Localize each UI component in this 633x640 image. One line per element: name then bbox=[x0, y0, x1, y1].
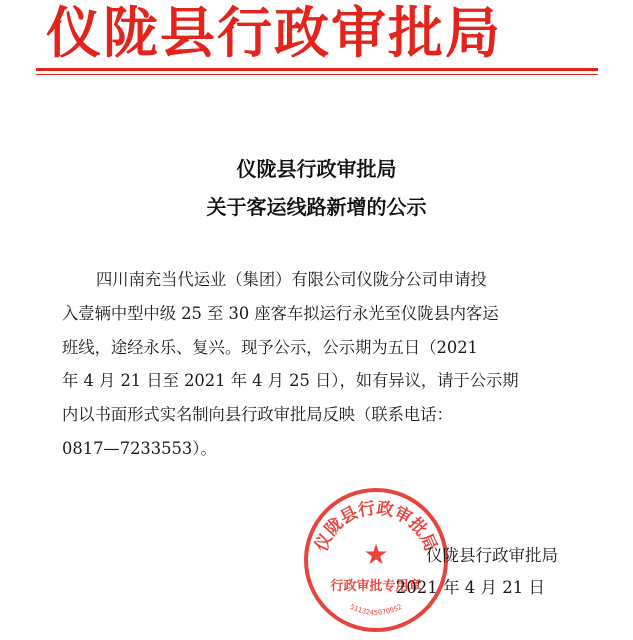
document-title-line2: 关于客运线路新增的公示 bbox=[206, 195, 427, 219]
seal-serial bbox=[349, 603, 404, 617]
body-line-2: 入壹辆中型中级 25 至 30 座客车拟运行永光至仪陇县内客运 bbox=[62, 304, 499, 323]
signature-org: 仪陇县行政审批局 bbox=[426, 546, 558, 565]
letterhead bbox=[0, 0, 633, 80]
document-title-line1: 仪陇县行政审批局 bbox=[236, 157, 397, 181]
body-line-1: 四川南充当代运业（集团）有限公司仪陇分公司申请投 bbox=[96, 270, 487, 289]
body-line-6: 0817—7233553）。 bbox=[62, 439, 217, 458]
letterhead-rule-thick bbox=[36, 68, 598, 71]
seal-arc-textpath: 仪陇县行政审批局 bbox=[311, 498, 441, 555]
letterhead-rule-thin bbox=[36, 74, 598, 75]
body-line-3: 班线，途经永乐、复兴。现予公示，公示期为五日（2021 bbox=[62, 338, 478, 357]
body-line-4: 年 4 月 21 日至 2021 年 4 月 25 日），如有异议，请于公示期 bbox=[62, 371, 519, 390]
signature-date: 2021 年 4 月 21 日 bbox=[395, 578, 545, 597]
seal-star: ★ bbox=[363, 538, 389, 571]
seal-serial-textpath: 5113245070952 bbox=[348, 602, 404, 617]
body-line-5: 内以书面形式实名制向县行政审批局反映（联系电话： bbox=[62, 405, 453, 424]
letterhead-title: 仪陇县行政审批局 bbox=[46, 1, 503, 65]
seal-subtext: 行政审批专用章 bbox=[330, 579, 422, 594]
